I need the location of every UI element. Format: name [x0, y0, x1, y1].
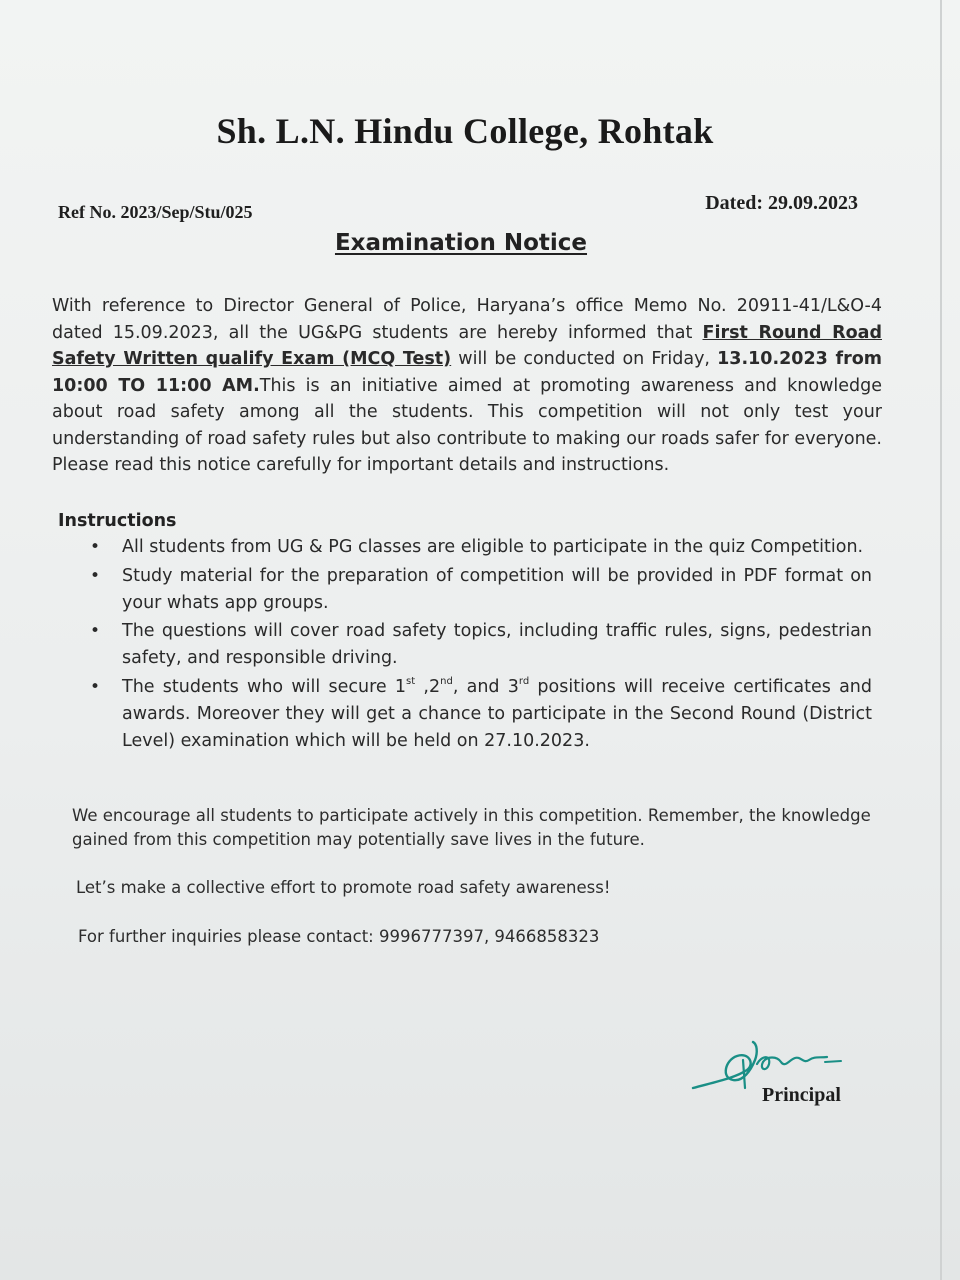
exam-datetime: 13.10.2023 from 10:00 TO 11:00 AM. — [52, 349, 882, 396]
bullet-icon: • — [90, 537, 101, 557]
intro-paragraph — [52, 293, 882, 479]
signature-stroke — [757, 1057, 827, 1069]
instruction-text-part: , and 3 — [452, 676, 519, 697]
instruction-text-part: ,2 — [415, 676, 441, 697]
instruction-text: Study material for the preparation of competition will be provided in PDF format on your whats app groups. — [122, 565, 872, 613]
principal-title: Principal — [762, 1084, 841, 1106]
instruction-item — [90, 563, 872, 617]
instruction-item — [90, 674, 872, 755]
college-name: Sh. L.N. Hindu College, Rohtak — [216, 111, 714, 151]
instructions-list — [90, 534, 872, 756]
signature-stroke — [693, 1042, 757, 1088]
ordinal-suffix: st — [406, 675, 416, 687]
ordinal-suffix: nd — [440, 675, 453, 687]
instruction-text-part: The students who will secure 1 — [122, 676, 407, 697]
reference-number: Ref No. 2023/Sep/Stu/025 — [58, 202, 253, 222]
bullet-icon: • — [90, 565, 101, 586]
instruction-text: All students from UG & PG classes are eligible to participate in the quiz Competition. — [122, 537, 864, 557]
instruction-text: The questions will cover road safety topics, including traffic rules, signs, pedestrian safety, and responsible driving. — [122, 621, 872, 668]
instructions-heading: Instructions — [58, 511, 177, 531]
paper-edge — [940, 0, 942, 1280]
intro-text: This is an initiative aimed at promoting awareness and knowledge about road safety among all the students. This competition will not only test your understanding of road safety rules but also contribute to making our roads safer for everyone. Please read this notice carefully for important details and instructions. — [52, 375, 882, 475]
intro-text: With reference to Director General of Police, Haryana’s office Memo No. 20911-41/L&O-4 dated 15.09.2023, all the UG&PG students are hereby informed that — [52, 296, 882, 343]
exam-name: First Round Road Safety Written qualify Exam (MCQ Test) — [52, 322, 882, 369]
signature-stroke — [825, 1061, 841, 1062]
instruction-text — [122, 677, 872, 751]
signature-stroke — [743, 1060, 745, 1088]
instruction-item — [90, 534, 872, 561]
instruction-item — [90, 618, 872, 672]
notice-heading: Examination Notice — [334, 230, 588, 256]
contact-line: For further inquiries please contact: 9996777397, 9466858323 — [78, 927, 600, 946]
awareness-line: Let’s make a collective effort to promote road safety awareness! — [76, 878, 611, 897]
encourage-paragraph: We encourage all students to participate actively in this competition. Remember, the knowledge gained from this competition may potentially save lives in the future. — [72, 806, 871, 849]
intro-text: will be conducted on Friday, — [451, 349, 718, 369]
bullet-icon: • — [90, 621, 101, 641]
notice-date: Dated: 29.09.2023 — [705, 192, 858, 214]
bullet-icon: • — [90, 676, 101, 697]
instruction-text-part: positions will receive certificates and awards. Moreover they will get a chance to participate in the Second Round (District Level) examination which will be held on 27.10.2023. — [122, 676, 872, 751]
ordinal-suffix: rd — [518, 675, 530, 687]
